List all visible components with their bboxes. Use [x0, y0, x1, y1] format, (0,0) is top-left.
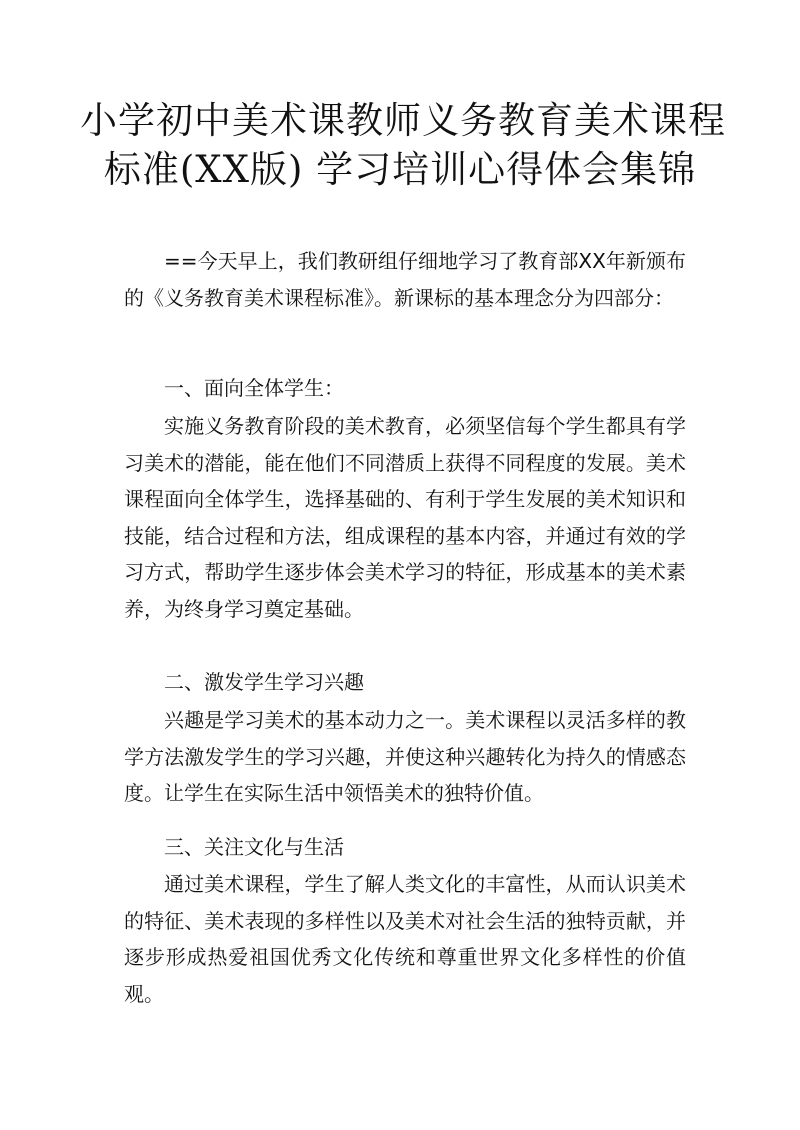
- section-heading-2: 二、激发学生学习兴趣: [164, 670, 364, 694]
- section-heading-1: 一、面向全体学生：: [164, 376, 344, 400]
- section-paragraph-2: 兴趣是学习美术的基本动力之一。美术课程以灵活多样的教学方法激发学生的学习兴趣，并使这种兴趣转化为持久的情感态度。让学生在实际生活中领悟美术的独特价值。: [124, 708, 686, 806]
- intro-paragraph: ==今天早上，我们教研组仔细地学习了教育部XX年新颁布的《义务教育美术课程标准》。新课标的基本理念分为四部分：: [124, 249, 686, 310]
- document-title-line-1: 小学初中美术课教师义务教育美术课程: [80, 99, 726, 142]
- section-paragraph-1: 实施义务教育阶段的美术教育，必须坚信每个学生都具有学习美术的潜能，能在他们不同潜质上获得不同程度的发展。美术课程面向全体学生，选择基础的、有利于学生发展的美术知识和技能，结合过程和方法，组成课程的基本内容，并通过有效的学习方式，帮助学生逐步体会美术学习的特征，形成基本的美术素养，为终身学习奠定基础。: [124, 414, 686, 621]
- section-heading-3: 三、关注文化与生活: [164, 835, 344, 859]
- section-paragraph-3: 通过美术课程，学生了解人类文化的丰富性，从而认识美术的特征、美术表现的多样性以及美术对社会生活的独特贡献，并逐步形成热爱祖国优秀文化传统和尊重世界文化多样性的价值观。: [124, 872, 686, 1006]
- document-title-line-2: 标准(XX版) 学习培训心得体会集锦: [103, 148, 697, 191]
